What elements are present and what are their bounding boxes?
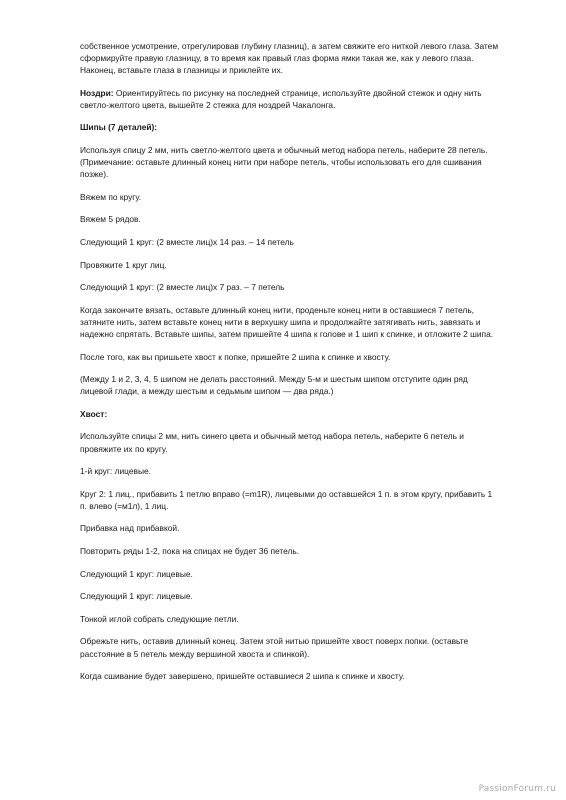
- nostrils-label: Ноздри:: [80, 87, 114, 98]
- spikes-paragraph: После того, как вы пришьете хвост к попке, пришейте 2 шипа к спинке и хвосту.: [80, 351, 391, 362]
- tail-paragraph: Тонкой иглой собрать следующие петли.: [80, 613, 239, 624]
- spikes-paragraph: Когда закончите вязать, оставьте длинный конец нити, проденьте конец нити в оставшиеся 7 петель, затяните нить, затем вставьте конец нити в верхушку шипа и продолжайте затягивать нить, завязать и надежно спрятать. Вставьте шипы, затем пришейте 4 шипа к голове и 1 шип к спинке, и отложите 2 шипа.: [80, 304, 494, 339]
- spikes-paragraph: Следующий 1 круг: (2 вместе лиц)х 14 раз. – 14 петель: [80, 237, 294, 248]
- tail-paragraph: Используйте спицы 2 мм, нить синего цвета и обычный метод набора петель, наберите 6 петель и провяжите их по кругу.: [80, 431, 464, 454]
- intro-paragraph: собственное усмотрение, отрегулировав глубину глазниц), а затем свяжите его ниткой левого глаза. Затем сформируйте правую глазницу, в то время как правый глаз форма ямки такая же, как у левого глаза. Наконец, вставьте глаза в глазницы и приклейте их.: [80, 41, 499, 76]
- tail-paragraph: Прибавка над прибавкой.: [80, 523, 180, 534]
- site-watermark: PassionForum.ru: [478, 784, 556, 794]
- spikes-paragraph: (Между 1 и 2, 3, 4, 5 шипом не делать расстояний. Между 5-м и шестым шипом отступите один ряд лицевой глади, а между шестым и седьмым шипом — два ряда.): [80, 374, 468, 397]
- nostrils-paragraph: [80, 87, 500, 111]
- document-body: [80, 40, 500, 693]
- tail-paragraph: Следующий 1 круг: лицевые.: [80, 591, 193, 602]
- tail-paragraph: Повторить ряды 1-2, пока на спицах не будет 36 петель.: [80, 546, 300, 557]
- nostrils-text: Ориентируйтесь по рисунку на последней странице, используйте двойной стежок и одну нить светло-желтого цвета, вышейте 2 стежка для ноздрей Чакалонга.: [80, 87, 482, 110]
- tail-paragraph: 1-й круг: лицевые.: [80, 466, 151, 477]
- spikes-heading: Шипы (7 деталей):: [80, 122, 158, 133]
- spikes-paragraph: Вяжем по кругу.: [80, 191, 142, 202]
- tail-paragraph: Обрежьте нить, оставив длинный конец. Затем этой нитью пришейте хвост поверх попки. (оставьте расстояние в 5 петель между вершиной хвоста и спинкой).: [80, 636, 469, 659]
- spikes-paragraph: Провяжите 1 круг лиц.: [80, 259, 167, 270]
- spikes-paragraph: Вяжем 5 рядов.: [80, 214, 141, 225]
- tail-heading: Хвост:: [80, 408, 108, 419]
- tail-paragraph: Когда сшивание будет завершено, пришейте оставшиеся 2 шипа к спинке и хвосту.: [80, 671, 405, 682]
- tail-paragraph: Следующий 1 круг: лицевые.: [80, 568, 193, 579]
- spikes-paragraph: Следующий 1 круг: (2 вместе лиц)х 7 раз. – 7 петель: [80, 282, 285, 293]
- tail-paragraph: Круг 2: 1 лиц., прибавить 1 петлю вправо (=m1R), лицевыми до оставшейся 1 п. в этом кругу, прибавить 1 п. влево (=м1л), 1 лиц.: [80, 488, 493, 511]
- spikes-paragraph: Используя спицу 2 мм, нить светло-желтого цвета и обычный метод набора петель, наберите 28 петель. (Примечание: оставьте длинный конец нити при наборе петель, чтобы использовать его для сшивания позже).: [80, 145, 488, 180]
